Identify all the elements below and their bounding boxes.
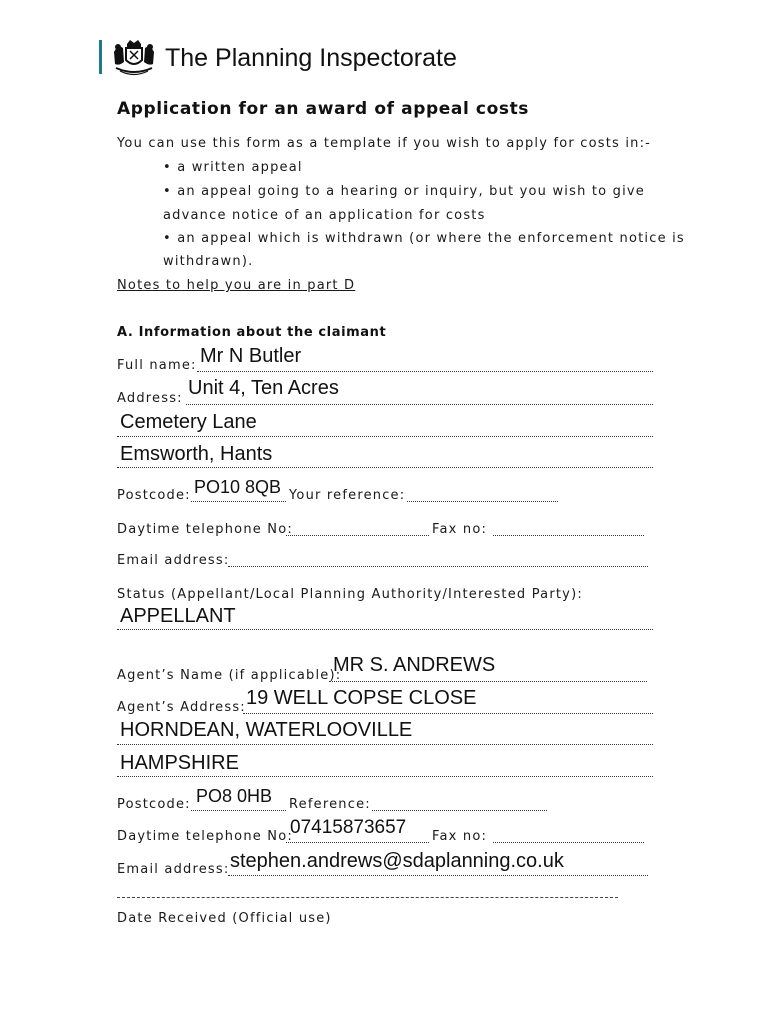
status-field[interactable] bbox=[117, 629, 653, 630]
agent-postcode-label: Postcode: bbox=[117, 797, 191, 812]
agent-fax-label: Fax no: bbox=[432, 829, 488, 844]
status-value: APPELLANT bbox=[120, 605, 236, 627]
intro-text: You can use this form as a template if you wish to apply for costs in:- bbox=[117, 136, 652, 151]
bullet-item: • a written appeal bbox=[163, 160, 303, 175]
address-value-line1: Unit 4, Ten Acres bbox=[188, 377, 339, 399]
full-name-field[interactable] bbox=[197, 371, 653, 372]
postcode-value: PO10 8QB bbox=[194, 477, 282, 497]
status-label: Status (Appellant/Local Planning Authority/Interested Party): bbox=[117, 587, 583, 602]
bullet-item: advance notice of an application for costs bbox=[163, 208, 486, 223]
fax-label: Fax no: bbox=[432, 522, 488, 537]
agent-address-field-line1[interactable] bbox=[243, 713, 653, 714]
email-label: Email address: bbox=[117, 553, 230, 568]
agent-address-label: Agent’s Address: bbox=[117, 700, 246, 715]
postcode-label: Postcode: bbox=[117, 488, 191, 503]
bullet-item: • an appeal which is withdrawn (or where the enforcement notice is bbox=[163, 231, 685, 246]
fax-field[interactable] bbox=[493, 535, 644, 536]
agent-address-value-line2: HORNDEAN, WATERLOOVILLE bbox=[120, 719, 413, 741]
agent-name-value: MR S. ANDREWS bbox=[333, 654, 496, 676]
agent-name-field[interactable] bbox=[329, 681, 647, 682]
date-received-label: Date Received (Official use) bbox=[117, 911, 332, 926]
daytime-tel-field[interactable] bbox=[286, 535, 429, 536]
agent-tel-value: 07415873657 bbox=[290, 817, 407, 838]
section-a-heading: A. Information about the claimant bbox=[117, 325, 387, 340]
form-title: Application for an award of appeal costs bbox=[117, 99, 530, 119]
email-field[interactable] bbox=[228, 566, 648, 567]
agent-address-value-line3: HAMPSHIRE bbox=[120, 752, 239, 774]
address-field-line3[interactable] bbox=[117, 467, 653, 468]
agent-fax-field[interactable] bbox=[493, 842, 644, 843]
postcode-field[interactable] bbox=[191, 501, 286, 502]
address-field-line1[interactable] bbox=[186, 404, 653, 405]
agent-address-field-line3[interactable] bbox=[117, 776, 653, 777]
agent-tel-field[interactable] bbox=[286, 842, 429, 843]
your-reference-field[interactable] bbox=[407, 501, 558, 502]
agent-postcode-field[interactable] bbox=[191, 810, 286, 811]
agent-postcode-value: PO8 0HB bbox=[196, 786, 273, 806]
royal-crest-icon bbox=[110, 38, 158, 78]
full-name-label: Full name: bbox=[117, 358, 197, 373]
bullet-item: withdrawn). bbox=[163, 254, 254, 269]
notes-link[interactable]: Notes to help you are in part D bbox=[117, 278, 356, 293]
agent-reference-field[interactable] bbox=[372, 810, 547, 811]
full-name-value: Mr N Butler bbox=[200, 345, 302, 367]
agent-address-field-line2[interactable] bbox=[117, 744, 653, 745]
agent-reference-label: Reference: bbox=[289, 797, 371, 812]
agent-tel-label: Daytime telephone No: bbox=[117, 829, 293, 844]
agent-email-field[interactable] bbox=[228, 875, 648, 876]
daytime-tel-label: Daytime telephone No: bbox=[117, 522, 293, 537]
bullet-item: • an appeal going to a hearing or inquiry, but you wish to give bbox=[163, 184, 645, 199]
header-accent-bar bbox=[99, 40, 102, 74]
your-reference-label: Your reference: bbox=[289, 488, 406, 503]
org-name: The Planning Inspectorate bbox=[165, 44, 457, 72]
agent-name-label: Agent’s Name (if applicable): bbox=[117, 668, 342, 683]
agent-email-label: Email address: bbox=[117, 862, 230, 877]
official-use-divider bbox=[117, 897, 618, 898]
address-value-line2: Cemetery Lane bbox=[120, 411, 257, 433]
address-field-line2[interactable] bbox=[117, 436, 653, 437]
address-value-line3: Emsworth, Hants bbox=[120, 443, 273, 465]
address-label: Address: bbox=[117, 391, 183, 406]
agent-address-value-line1: 19 WELL COPSE CLOSE bbox=[246, 687, 477, 709]
agent-email-value: stephen.andrews@sdaplanning.co.uk bbox=[230, 850, 564, 872]
